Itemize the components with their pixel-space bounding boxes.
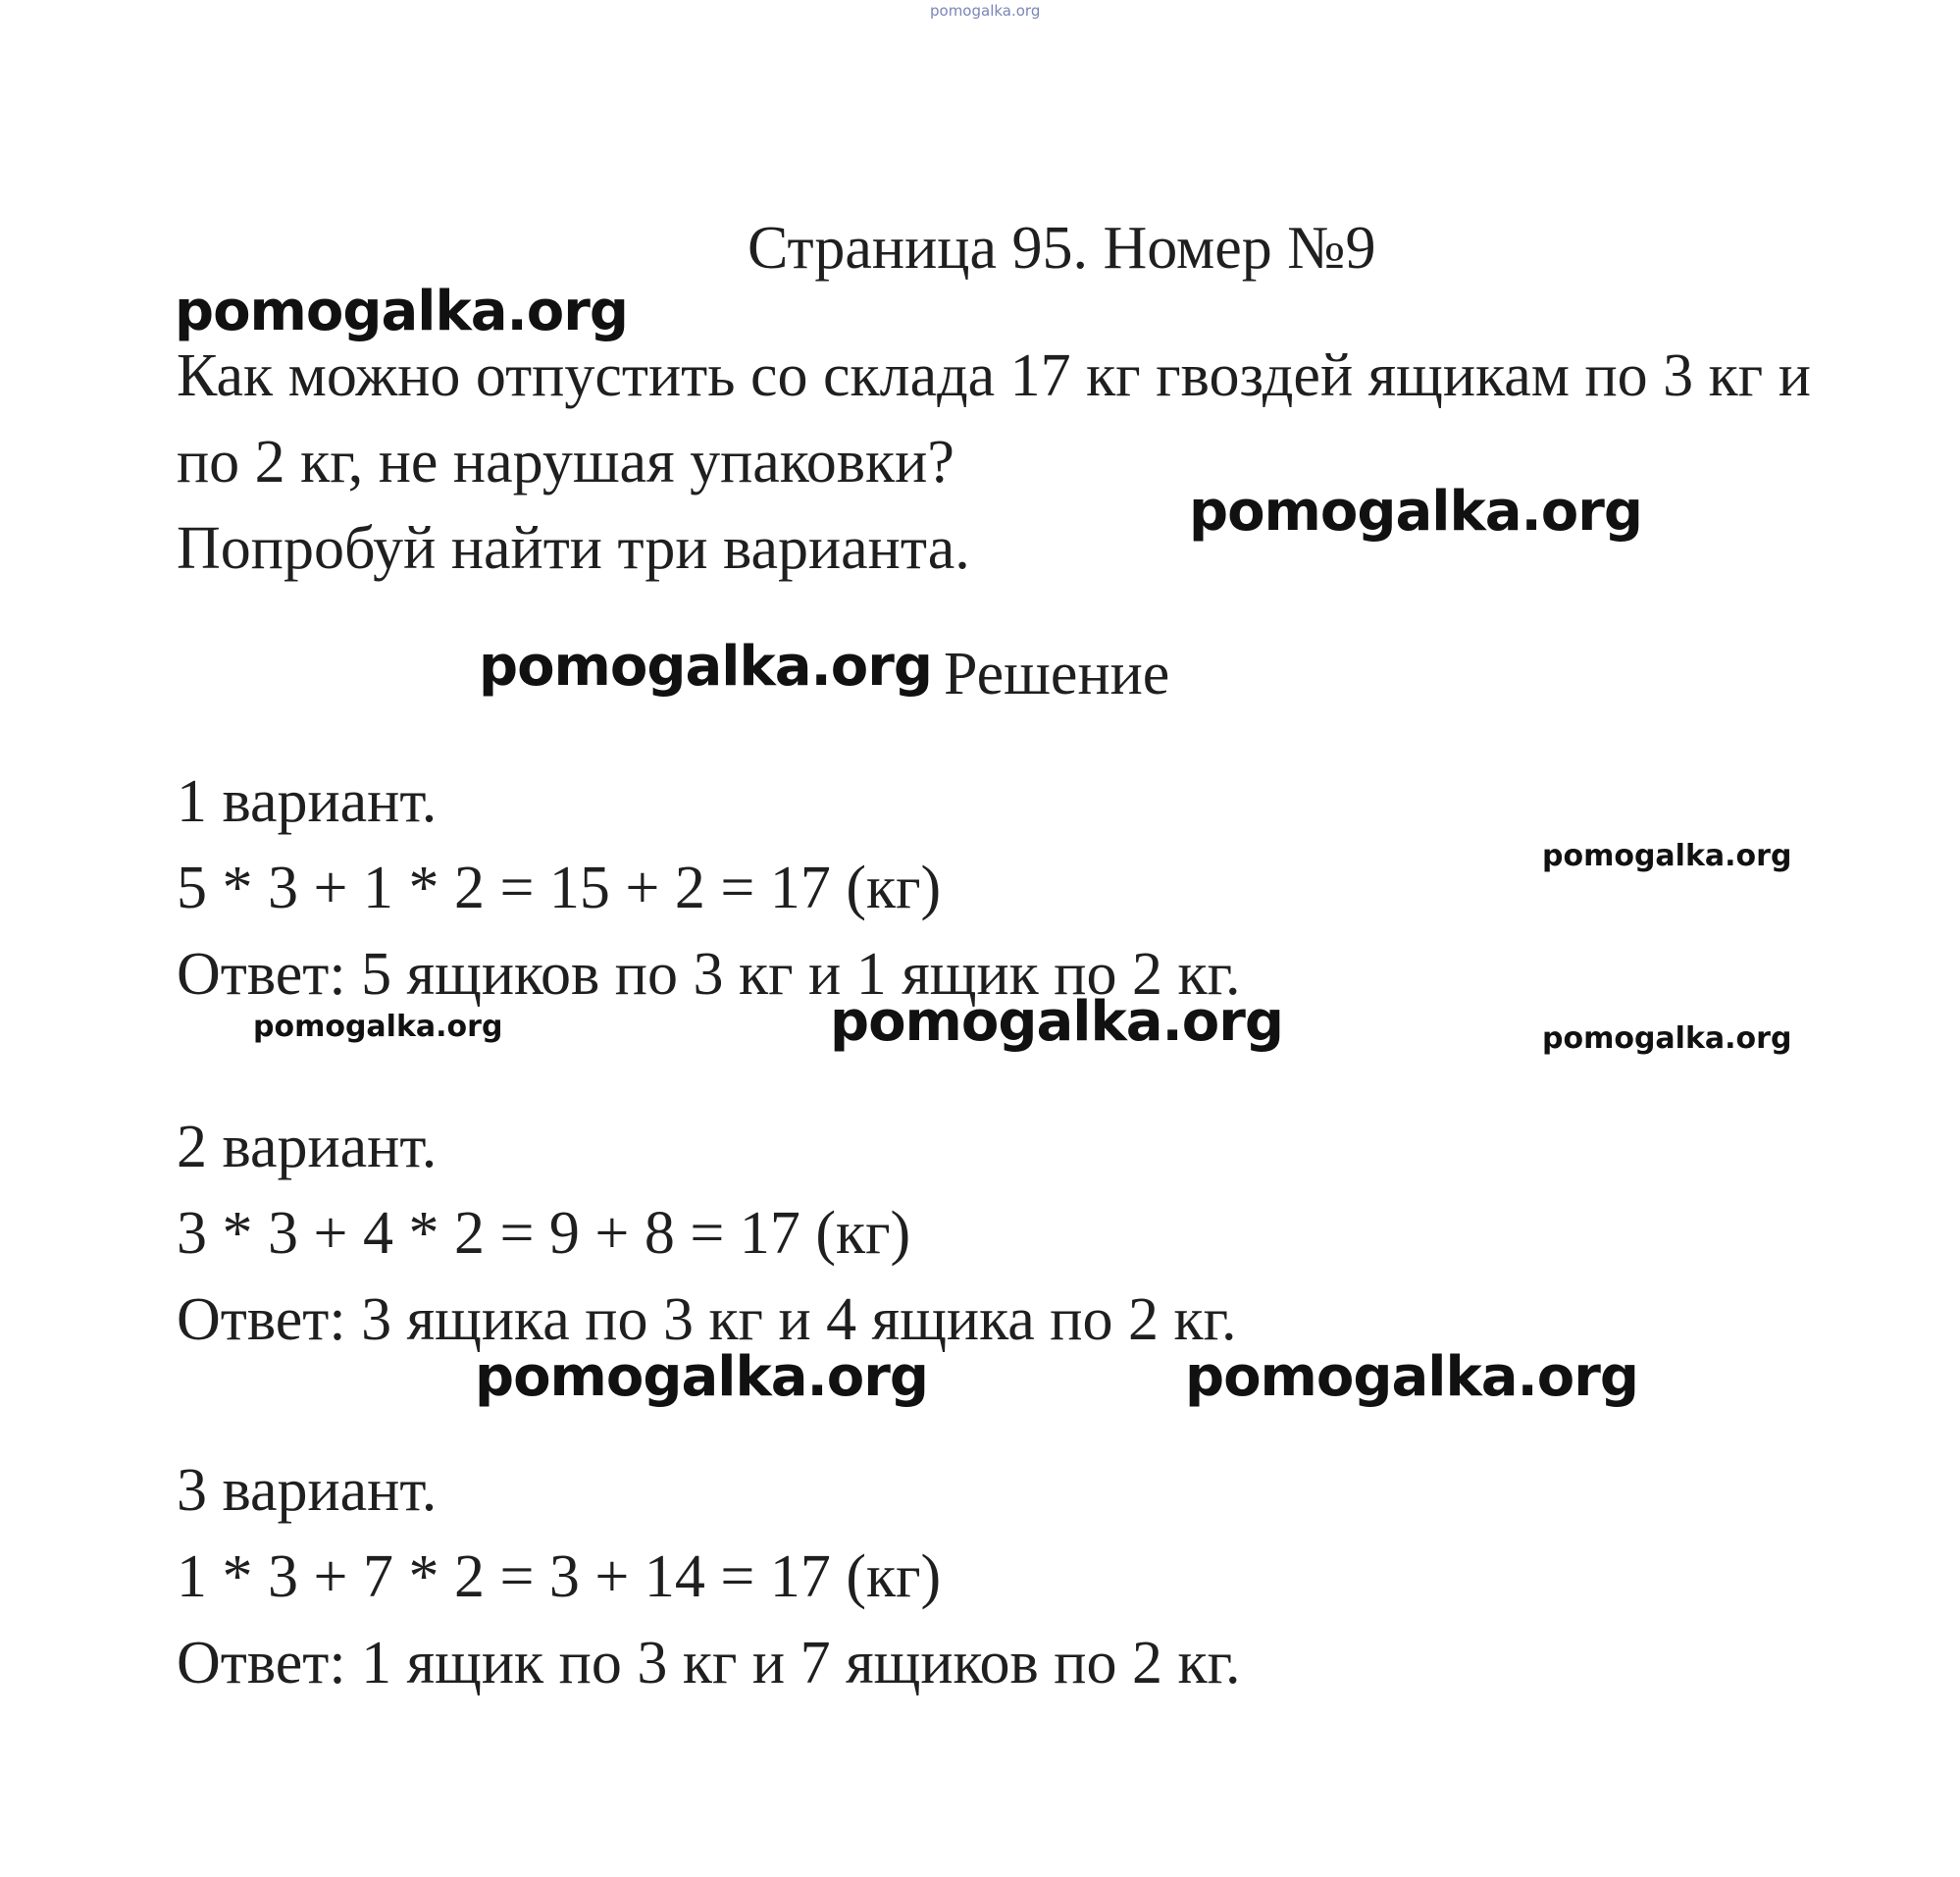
watermark: pomogalka.org [475, 1345, 928, 1409]
variant-1-label: 1 вариант. [177, 768, 438, 835]
variant-3-label: 3 вариант. [177, 1457, 438, 1524]
solution-heading: Решение [944, 641, 1170, 707]
watermark: pomogalka.org [479, 635, 932, 699]
watermark: pomogalka.org [1189, 480, 1642, 544]
variant-2-equation: 3 * 3 + 4 * 2 = 9 + 8 = 17 (кг) [177, 1200, 911, 1267]
variant-3-equation: 1 * 3 + 7 * 2 = 3 + 14 = 17 (кг) [177, 1543, 942, 1610]
variant-3-answer: Ответ: 1 ящик по 3 кг и 7 ящиков по 2 кг. [177, 1630, 1241, 1696]
watermark: pomogalka.org [1542, 839, 1792, 873]
page-title: Страница 95. Номер №9 [748, 215, 1376, 282]
task-text-line-2: по 2 кг, не нарушая упаковки? [177, 429, 954, 495]
watermark: pomogalka.org [1185, 1345, 1638, 1409]
watermark: pomogalka.org [1542, 1021, 1792, 1056]
variant-2-answer: Ответ: 3 ящика по 3 кг и 4 ящика по 2 кг. [177, 1286, 1237, 1353]
watermark-top: pomogalka.org [930, 2, 1041, 20]
variant-1-equation: 5 * 3 + 1 * 2 = 15 + 2 = 17 (кг) [177, 855, 942, 921]
task-text-line-1: Как можно отпустить со склада 17 кг гвоздей ящикам по 3 кг и [177, 342, 1811, 409]
variant-1-answer: Ответ: 5 ящиков по 3 кг и 1 ящик по 2 кг. [177, 941, 1241, 1008]
watermark: pomogalka.org [175, 280, 628, 343]
watermark: pomogalka.org [830, 990, 1283, 1054]
variant-2-label: 2 вариант. [177, 1114, 438, 1180]
task-text-line-3: Попробуй найти три варианта. [177, 515, 970, 582]
watermark: pomogalka.org [253, 1010, 503, 1044]
